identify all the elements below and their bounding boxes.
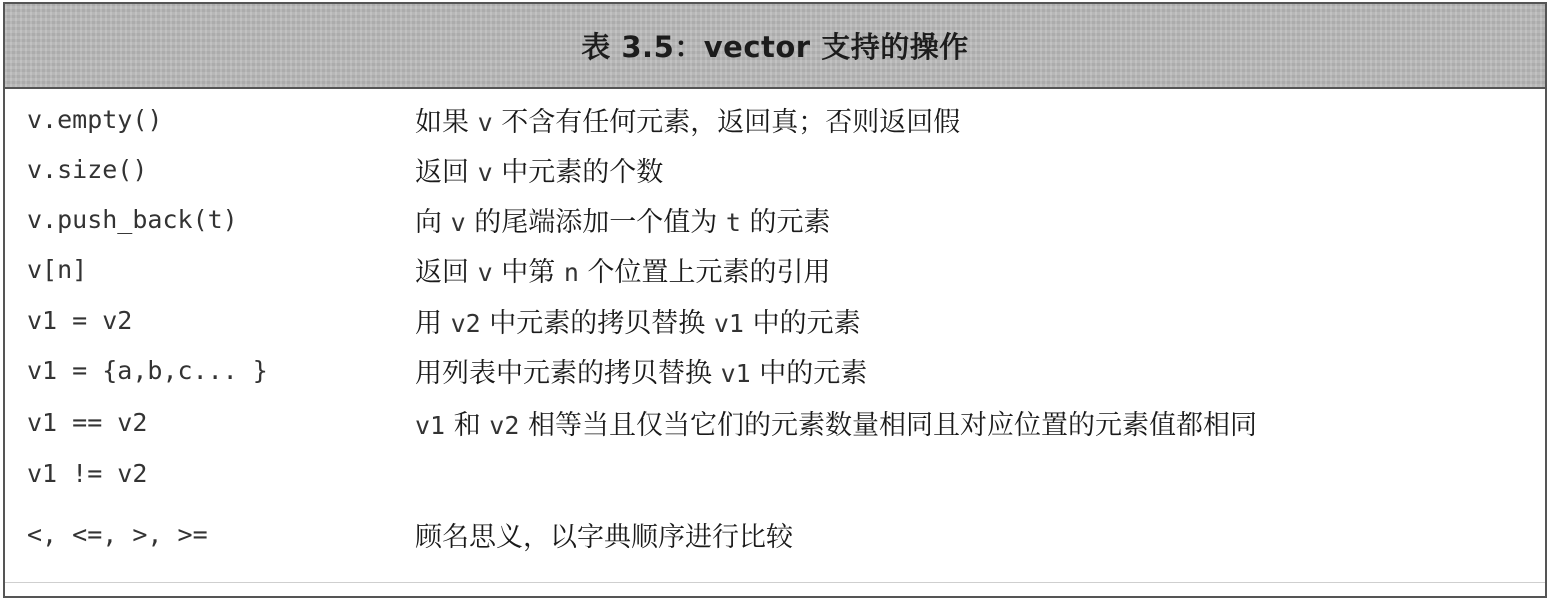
description-cell [415,150,1535,189]
description-text: 向 [415,206,451,238]
table-row [5,448,1545,498]
description-text: 返回 [415,256,478,288]
code-fragment: v1 [720,358,751,388]
description-text: 中的元素 [750,357,868,389]
description-text: 和 [445,409,490,441]
description-text: 的尾端添加一个值为 [465,206,726,238]
operations-table [3,2,1547,598]
operation-cell: v.size() [27,154,148,184]
description-text: 中元素的个数 [492,156,664,188]
description-cell [415,250,1535,289]
description-text: 中的元素 [743,307,861,339]
table-row [5,397,1545,447]
table-row [5,295,1545,345]
description-cell [415,301,1535,340]
operation-cell: v1 == v2 [27,407,148,437]
code-fragment: v [477,257,493,287]
operation-cell: v1 = {a,b,c... } [27,355,268,385]
description-text: 个位置上元素的引用 [578,256,831,288]
description-text: 不含有任何元素，返回真；否则返回假 [492,106,961,138]
operation-cell: <, <=, >, >= [27,519,208,549]
description-text: 返回 [415,156,478,188]
description-text: 的元素 [740,206,831,238]
code-fragment: v1 [713,308,744,338]
description-cell [415,200,1535,239]
code-fragment: v1 [415,410,446,440]
code-fragment: t [725,207,741,237]
description-cell [415,100,1535,139]
code-fragment: n [563,257,579,287]
code-fragment: v2 [489,410,520,440]
description-text: 相等当且仅当它们的元素数量相同且对应位置的元素值都相同 [519,409,1257,441]
table-row [5,244,1545,294]
table-row [5,345,1545,395]
operation-cell: v1 != v2 [27,458,148,488]
description-text: 用 [415,307,451,339]
table-row [5,94,1545,144]
code-fragment: v [477,107,493,137]
code-fragment: v [477,157,493,187]
description-text: 如果 [415,106,478,138]
operation-cell: v[n] [27,254,88,284]
description-text: 中第 [492,256,564,288]
description-cell [415,351,1535,390]
description-cell [415,515,1535,554]
operation-cell: v.push_back(t) [27,204,238,234]
description-text: 中元素的拷贝替换 [480,307,714,339]
table-title: 表 3.5：vector 支持的操作 [581,30,969,64]
table-row [5,194,1545,244]
description-text: 用列表中元素的拷贝替换 [415,357,721,389]
description-cell [415,403,1535,442]
description-text: 顾名思义，以字典顺序进行比较 [415,521,793,553]
operation-cell: v.empty() [27,104,163,134]
row-divider [5,582,1545,583]
table-body [5,89,1545,596]
table-header [5,4,1545,89]
operation-cell: v1 = v2 [27,305,133,335]
code-fragment: v [450,207,466,237]
table-row [5,509,1545,559]
table-row [5,144,1545,194]
code-fragment: v2 [450,308,481,338]
